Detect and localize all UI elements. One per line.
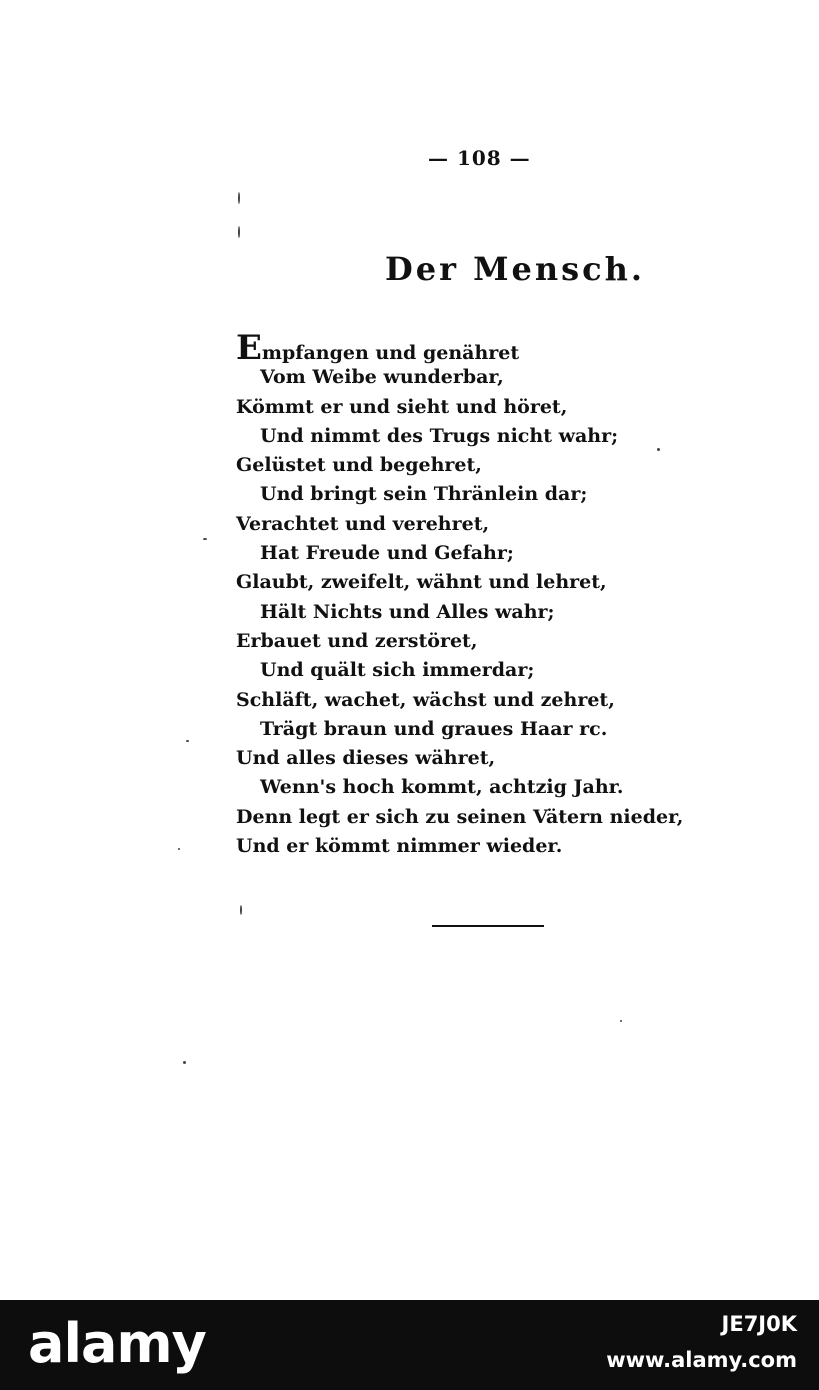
poem-line: Und er kömmt nimmer wieder.	[236, 835, 563, 858]
watermark-logo: alamy	[28, 1312, 206, 1375]
poem-line: Schläft, wachet, wächst und zehret,	[236, 688, 615, 711]
scan-speck	[178, 848, 180, 850]
poem-line: Und bringt sein Thränlein dar;	[260, 483, 588, 506]
scan-speck	[203, 538, 207, 540]
poem-line: Wenn's hoch kommt, achtzig Jahr.	[260, 776, 624, 799]
scan-speck	[620, 1020, 622, 1022]
scan-speck	[238, 192, 240, 204]
scan-speck	[657, 448, 660, 451]
closing-rule	[432, 925, 544, 927]
poem-line: Und nimmt des Trugs nicht wahr;	[260, 424, 619, 447]
poem-title: Der Mensch.	[385, 250, 646, 288]
poem-line: Und quält sich immerdar;	[260, 659, 535, 682]
scan-speck	[186, 740, 189, 742]
poem-line: Hat Freude und Gefahr;	[260, 542, 514, 565]
poem-line: Gelüstet und begehret,	[236, 454, 482, 477]
watermark-url: www.alamy.com	[606, 1348, 797, 1372]
scan-speck	[240, 905, 242, 915]
poem-line: Erbauet und zerstöret,	[236, 629, 478, 652]
poem-line: Kömmt er und sieht und höret,	[236, 395, 568, 418]
poem-line: Verachtet und verehret,	[236, 512, 490, 535]
poem-line: Denn legt er sich zu seinen Vätern nieder,	[236, 805, 684, 828]
poem-body	[236, 328, 684, 861]
poem-line: Vom Weibe wunderbar,	[260, 366, 504, 389]
watermark-image-id: JE7J0K	[721, 1312, 797, 1336]
poem-line: Trägt braun und graues Haar rc.	[260, 717, 608, 740]
scan-speck	[238, 226, 240, 238]
scan-speck	[183, 1061, 186, 1064]
page-number: — 108 —	[428, 146, 531, 170]
poem-line: Empfangen und genähret	[236, 328, 520, 368]
poem-line: Hält Nichts und Alles wahr;	[260, 600, 555, 623]
poem-line: Glaubt, zweifelt, wähnt und lehret,	[236, 571, 607, 594]
poem-line: Und alles dieses währet,	[236, 747, 496, 770]
watermark-banner	[0, 1300, 819, 1390]
